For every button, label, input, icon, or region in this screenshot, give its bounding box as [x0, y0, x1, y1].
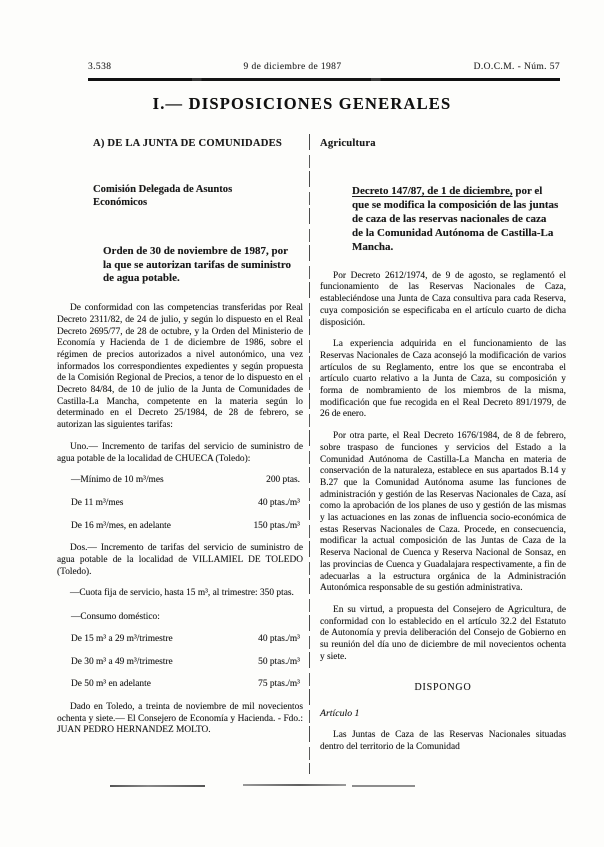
tariff-price: 200 ptas.	[266, 475, 300, 486]
left-column	[57, 134, 303, 807]
tariff-price: 40 ptas./m³	[258, 497, 300, 508]
scan-artifact-line	[243, 784, 346, 786]
order-body-paragraph: De conformidad con las competencias transferidas por Real Decreto 2311/82, de 24 de julio, y según lo dispuesto en el Real Decreto 2695/77, de 28 de octubre, y la Orden del Ministerio de Economía y Hacienda de 1 de diciembre de 1986, sobre el régimen de precios autorizados a nivel autonómico, una vez informados los correspondientes expedientes y según propuesta de la Comisión Regional de Precios, a tenor de lo dispuesto en el Decreto 84/84, de 10 de julio de la Junta de Comunidades de Castilla-La Mancha, competente en la materia según lo determinado en el Decreto 25/1984, de 28 de febrero, se autorizan las siguientes tarifas:	[57, 303, 303, 431]
tariff-table-villamiel	[71, 634, 303, 691]
tariff-label: De 16 m³/mes, en adelante	[71, 520, 171, 531]
decree-paragraph-3: Por otra parte, el Real Decreto 1676/1984, de 8 de febrero, sobre traspaso de funciones y servicios del Estado a la Comunidad Autónoma de Castilla-La Mancha en materia de conservación de la naturaleza, establece en sus apartados B.14 y B.27 que la Comunidad Autónoma asume las funciones de administración y gestión de las Reservas Nacionales de Caza, así como la aprobación de los planes de uso y gestión de las mismas y las actuaciones en las zonas de influencia socio-económica de estas Reservas Nacionales de Caza. Procede, en consecuencia, modificar la actual composición de las Juntas de Caza de la Reserva Nacional de Cuenca y Reserva Nacional de Sonsaz, en las provincias de Cuenca y Guadalajara respectivamente, a fin de adecuarlas a la estructura orgánica de la Administración Autonómica responsable de su gestión administrativa.	[320, 431, 566, 594]
tariff-uno-heading: Uno.— Incremento de tarifas del servicio de suministro de agua potable de la localidad de CHUECA (Toledo):	[57, 441, 303, 464]
masthead	[88, 62, 560, 72]
tariff-label: De 30 m³ a 49 m³/trimestre	[71, 656, 173, 667]
section-title: I.— DISPOSICIONES GENERALES	[152, 94, 452, 113]
cuota-fija-line: —Cuota fija de servicio, hasta 15 m³, al trimestre: 350 ptas.	[70, 588, 294, 599]
tariff-dos-heading: Dos.— Incremento de tarifas del servicio de suministro de agua potable de la localidad de VILLAMIEL DE TOLEDO (Toledo).	[57, 543, 303, 577]
signature-paragraph: Dado en Toledo, a treinta de noviembre de mil novecientos ochenta y siete.— El Consejero de Economía y Hacienda. - Fdo.: JUAN PEDRO HERNANDEZ MOLTO.	[57, 701, 303, 736]
tariff-row	[71, 657, 303, 669]
tariff-price: 50 ptas./m³	[258, 656, 300, 667]
decree-paragraph-2: La experiencia adquirida en el funcionamiento de las Reservas Nacionales de Caza aconsejó la modificación de varios artículos de su Reglamento, entre los que se encontraba el artículo cuarto relativo a la Junta de Caza, su composición y forma de nombramiento de los miembros de la misma, modificación que fue recogida en el Real Decreto 891/1979, de 26 de enero.	[320, 339, 566, 420]
decree-title-rest: por el que se modifica la composición de las juntas de caza de las reservas nacionales de caza de la Comunidad Autónoma de Castilla-La Mancha.	[352, 184, 559, 253]
scan-artifact-line	[110, 785, 205, 787]
tariff-row	[71, 475, 303, 487]
junta-comunidades-heading: A) DE LA JUNTA DE COMUNIDADES	[93, 138, 282, 149]
right-column	[320, 134, 566, 807]
column-divider	[309, 134, 310, 774]
header-rule	[88, 78, 560, 81]
tariff-label: De 50 m³ en adelante	[71, 679, 151, 690]
decree-paragraph-4: En su virtud, a propuesta del Consejero de Agricultura, de conformidad con lo establecido en el artículo 32.2 del Estatuto de Autonomía y previa deliberación del Consejo de Gobierno en su reunión del día uno de diciembre de mil novecientos ochenta y siete.	[320, 604, 566, 662]
tariff-table-chueca	[71, 475, 303, 532]
tariff-row	[71, 634, 303, 646]
tariff-row	[71, 521, 303, 533]
comision-delegada-heading: Comisión Delegada de Asuntos Económicos	[93, 183, 233, 208]
tariff-price: 75 ptas./m³	[258, 679, 300, 690]
decree-title-underlined: Decreto 147/87, de 1 de diciembre,	[352, 184, 513, 197]
page-number: 3.538	[88, 62, 112, 72]
scan-artifact-line	[352, 785, 415, 787]
decree-title	[352, 184, 560, 254]
tariff-price: 150 ptas./m³	[253, 520, 300, 531]
consumo-domestico-heading: —Consumo doméstico:	[71, 612, 160, 623]
agricultura-heading: Agricultura	[320, 138, 376, 149]
order-title: Orden de 30 de noviembre de 1987, por la que se autorizan tarifas de suministro de agua potable.	[103, 244, 292, 285]
two-column-layout	[57, 134, 566, 807]
decree-paragraph-5: Las Juntas de Caza de las Reservas Nacionales situadas dentro del territorio de la Comunidad	[320, 729, 566, 752]
tariff-label: De 15 m³ a 29 m³/trimestre	[71, 633, 173, 644]
decree-paragraph-1: Por Decreto 2612/1974, de 9 de agosto, se reglamentó el funcionamiento de las Reservas Nacionales de Caza, estableciéndose una Junta de Caza consultiva para cada Reserva, cuya composición se especificaba en el artículo cuarto de dicha disposición.	[320, 270, 566, 328]
tariff-label: —Mínimo de 10 m³/mes	[71, 475, 164, 486]
header-date: 9 de diciembre de 1987	[243, 62, 342, 72]
tariff-row	[71, 498, 303, 510]
tariff-row	[71, 679, 303, 691]
dispongo-heading: DISPONGO	[414, 681, 472, 693]
header-issue: D.O.C.M. - Núm. 57	[473, 62, 560, 72]
tariff-label: De 11 m³/mes	[71, 497, 124, 508]
tariff-price: 40 ptas./m³	[258, 633, 300, 644]
articulo-1-heading: Artículo 1	[320, 708, 360, 720]
